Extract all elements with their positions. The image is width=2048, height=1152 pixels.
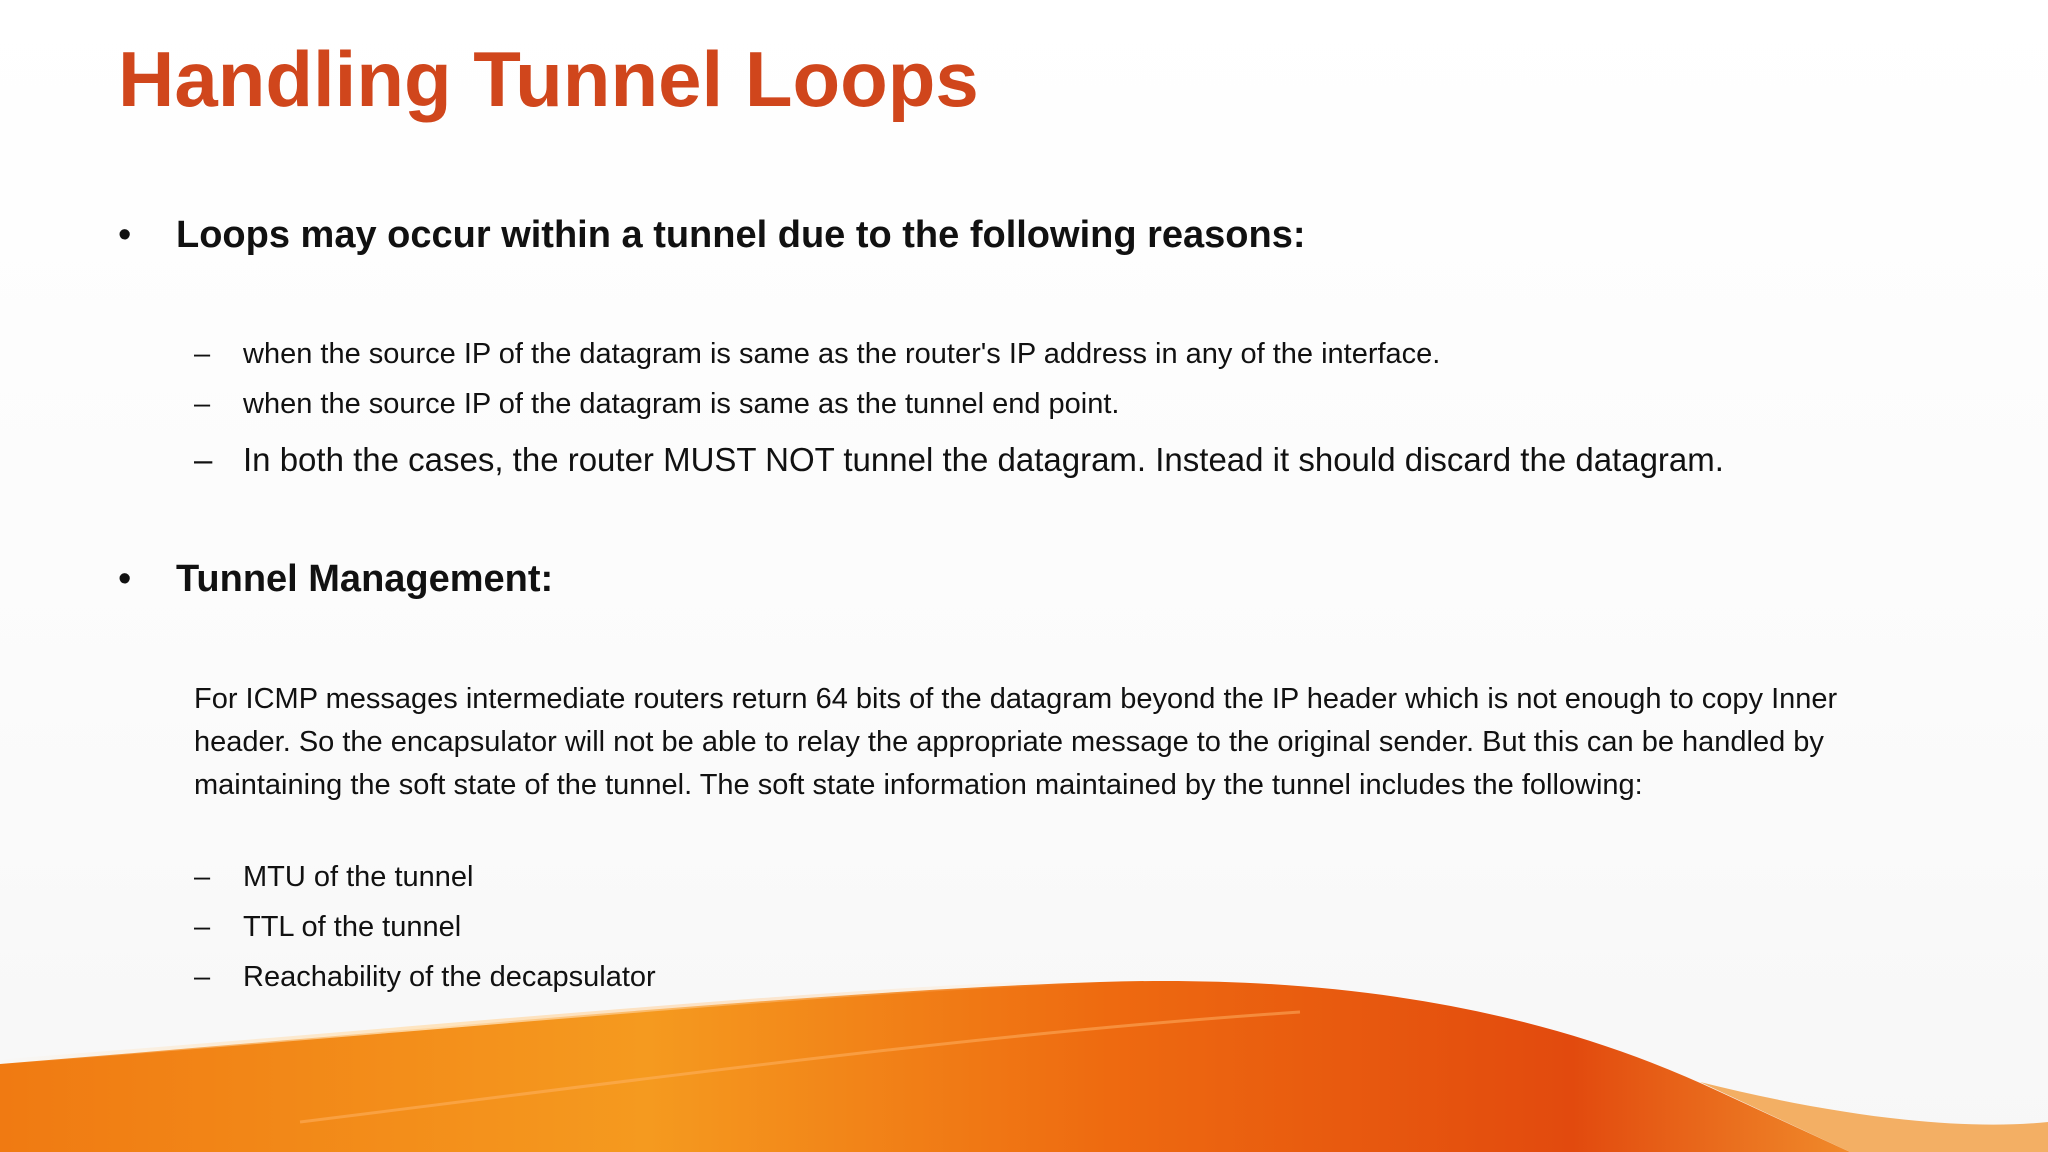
- bullet-text: Tunnel Management:: [176, 558, 554, 600]
- sub-item-text: TTL of the tunnel: [243, 911, 462, 943]
- sub-item-text: when the source IP of the datagram is same as the tunnel end point.: [243, 388, 1120, 420]
- slide-title: Handling Tunnel Loops: [118, 35, 979, 123]
- bullet-text: Loops may occur within a tunnel due to the following reasons:: [176, 214, 1306, 256]
- sub-item: [194, 443, 1724, 476]
- dash-marker: –: [194, 441, 213, 478]
- wave-main: [0, 981, 1850, 1152]
- dash-marker: –: [194, 388, 211, 420]
- sub-item-text: Reachability of the decapsulator: [243, 961, 656, 993]
- bullet-marker: •: [118, 214, 132, 256]
- sub-item: [194, 340, 1440, 369]
- sub-item: [194, 390, 1119, 419]
- dash-marker: –: [194, 961, 211, 993]
- sub-item-text: In both the cases, the router MUST NOT tunnel the datagram. Instead it should discard the datagram.: [243, 441, 1724, 478]
- dash-marker: –: [194, 911, 211, 943]
- bullet-marker: •: [118, 558, 132, 600]
- dash-marker: –: [194, 338, 211, 370]
- bullet-tunnel-management: [118, 560, 553, 598]
- sub-item-text: when the source IP of the datagram is same as the router's IP address in any of the interface.: [243, 338, 1441, 370]
- tunnel-management-paragraph: For ICMP messages intermediate routers return 64 bits of the datagram beyond the IP header which is not enough to copy Inner header. So the encapsulator will not be able to relay the appropriate message to the original sender. But this can be handled by maintaining the soft state of the tunnel. The soft state information maintained by the tunnel includes the following:: [194, 683, 1838, 801]
- dash-marker: –: [194, 861, 211, 893]
- sub-item: [194, 863, 474, 892]
- sub-item-text: MTU of the tunnel: [243, 861, 474, 893]
- sub-item: [194, 913, 461, 942]
- bullet-loops-reasons: [118, 216, 1306, 254]
- orange-wave-decoration: [0, 972, 2048, 1152]
